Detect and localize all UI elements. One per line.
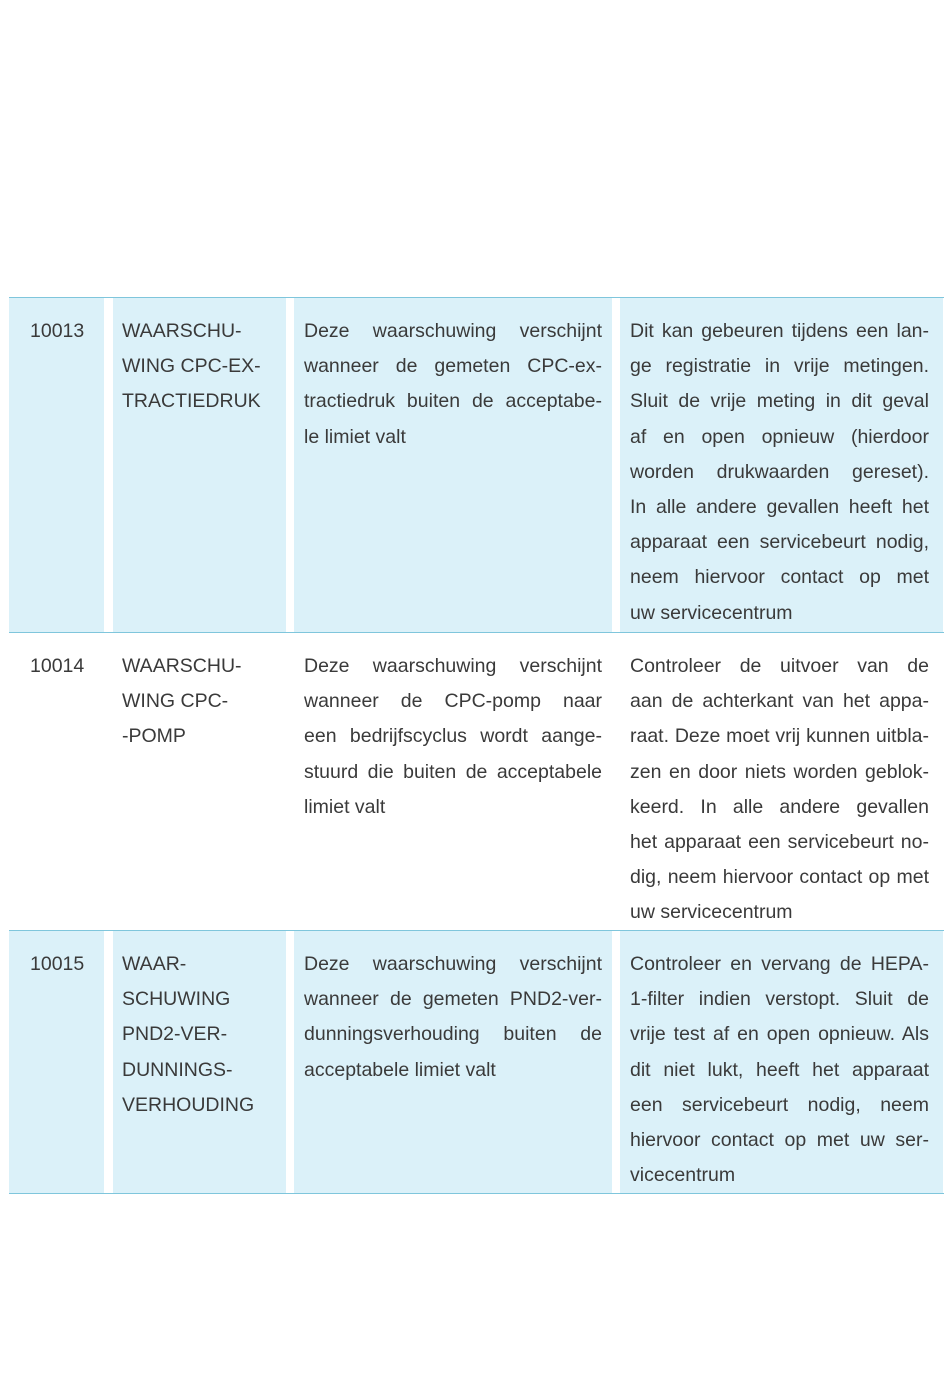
description-line: wanneer de gemeten PND2-ver- xyxy=(304,988,602,1011)
warning-name-line: WING CPC-EX- xyxy=(122,355,261,378)
solution-line: neem hiervoor contact op met xyxy=(630,566,929,589)
warning-name-line: WAARSCHU- xyxy=(122,655,242,677)
warning-name-line: VERHOUDING xyxy=(122,1093,255,1116)
description-line: een bedrijfscyclus wordt aange- xyxy=(304,725,602,748)
warning-name-line: WAARSCHU- xyxy=(122,320,242,342)
solution-line: zen en door niets worden geblok- xyxy=(630,760,929,783)
warning-name-line: -POMP xyxy=(122,725,186,748)
solution-line: dig, neem hiervoor contact op met xyxy=(630,866,929,889)
warning-name-cell xyxy=(113,931,286,1193)
warning-description-cell xyxy=(294,931,612,1193)
warning-name-line: WING CPC- xyxy=(122,690,229,713)
description-line: wanneer de CPC-pomp naar xyxy=(304,690,602,713)
description-line: stuurd die buiten de acceptabele xyxy=(304,760,602,783)
solution-line: Controleer de uitvoer van de xyxy=(630,655,929,677)
description-line: dunningsverhouding buiten de xyxy=(304,1023,602,1046)
warning-description-cell xyxy=(294,298,612,632)
solution-line: keerd. In alle andere gevallen xyxy=(630,795,929,818)
solution-line: Dit kan gebeuren tijdens een lan- xyxy=(630,320,929,342)
solution-line: Sluit de vrije meting in dit geval xyxy=(630,390,929,413)
warning-codes-table xyxy=(9,297,944,1194)
warning-name-line: PND2-VER- xyxy=(122,1023,228,1046)
solution-line: aan de achterkant van het appa- xyxy=(630,690,929,713)
solution-line: dit niet lukt, heeft het apparaat xyxy=(630,1058,929,1081)
warning-code-cell xyxy=(9,931,104,1193)
warning-name-line: SCHUWING xyxy=(122,988,231,1011)
solution-line: af en open opnieuw (hierdoor xyxy=(630,425,929,448)
warning-code-cell xyxy=(9,633,104,930)
description-line: acceptabele limiet valt xyxy=(304,1058,496,1081)
table-row xyxy=(9,930,944,1194)
warning-name-cell xyxy=(113,298,286,632)
solution-line: het apparaat een servicebeurt no- xyxy=(630,830,929,853)
warning-solution-cell xyxy=(620,298,943,632)
description-line: tractiedruk buiten de acceptabe- xyxy=(304,390,602,413)
warning-name-line: WAAR- xyxy=(122,953,187,975)
warning-solution-cell xyxy=(620,633,943,930)
description-line: limiet valt xyxy=(304,795,386,818)
solution-line: apparaat een servicebeurt nodig, xyxy=(630,531,929,554)
description-line: Deze waarschuwing verschijnt xyxy=(304,953,602,975)
description-line: le limiet valt xyxy=(304,425,406,448)
solution-line: hiervoor contact op met uw ser- xyxy=(630,1128,929,1151)
warning-name-line: DUNNINGS- xyxy=(122,1058,233,1081)
solution-line: raat. Deze moet vrij kunnen uitbla- xyxy=(630,725,929,748)
solution-line: uw servicecentrum xyxy=(630,601,793,624)
solution-line: uw servicecentrum xyxy=(630,901,793,924)
description-line: wanneer de gemeten CPC-ex- xyxy=(304,355,602,378)
solution-line: 1-filter indien verstopt. Sluit de xyxy=(630,988,929,1011)
solution-line: vrije test af en open opnieuw. Als xyxy=(630,1023,929,1046)
table-row xyxy=(9,297,944,632)
solution-line: worden drukwaarden gereset). xyxy=(630,460,929,483)
warning-solution-cell xyxy=(620,931,943,1193)
description-line: Deze waarschuwing verschijnt xyxy=(304,320,602,342)
solution-line: In alle andere gevallen heeft het xyxy=(630,495,929,518)
solution-line: een servicebeurt nodig, neem xyxy=(630,1093,929,1116)
table-row xyxy=(9,632,944,930)
solution-line: ge registratie in vrije metingen. xyxy=(630,355,929,378)
warning-code: 10014 xyxy=(30,655,85,677)
warning-name-cell xyxy=(113,633,286,930)
warning-code: 10013 xyxy=(30,320,85,342)
warning-code: 10015 xyxy=(30,953,85,975)
warning-code-cell xyxy=(9,298,104,632)
warning-description-cell xyxy=(294,633,612,930)
solution-line: Controleer en vervang de HEPA- xyxy=(630,953,929,975)
warning-name-line: TRACTIEDRUK xyxy=(122,390,261,413)
solution-line: vicecentrum xyxy=(630,1164,736,1187)
description-line: Deze waarschuwing verschijnt xyxy=(304,655,602,677)
